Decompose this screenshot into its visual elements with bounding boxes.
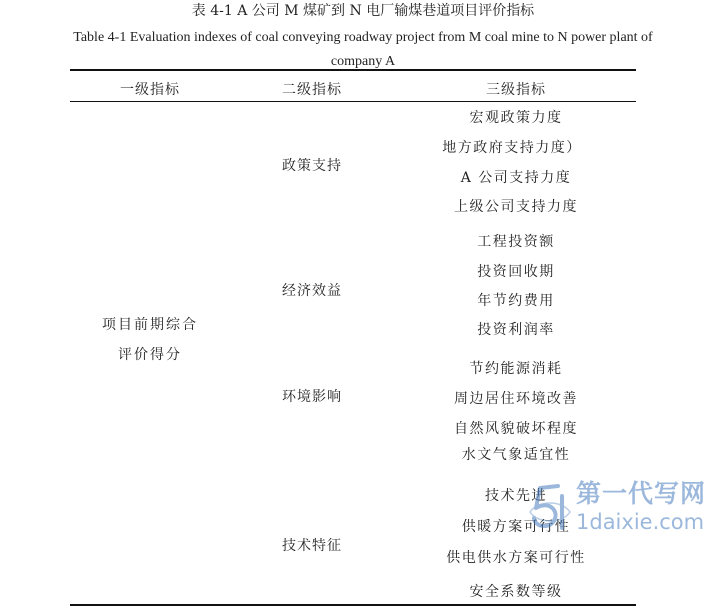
level3-item: 水文气象适宜性 (461, 447, 571, 463)
level3-item: A 公司支持力度 (460, 170, 572, 186)
watermark-text-english: 1daixie.com (576, 510, 705, 534)
level3-item: 工程投资额 (477, 234, 555, 250)
table-header-rule (70, 101, 636, 102)
level3-item: 上级公司支持力度 (454, 199, 578, 215)
level3-item: 自然风貌破坏程度 (454, 421, 578, 437)
level3-item: 投资回收期 (477, 264, 555, 280)
watermark-text-chinese: 第一代写网 (576, 479, 707, 508)
table-caption-chinese: 表 4-1 A 公司 M 煤矿到 N 电厂输煤巷道项目评价指标 (191, 3, 535, 19)
level3-item: 宏观政策力度 (469, 110, 563, 126)
table-top-rule (70, 69, 636, 71)
level2-environmental-impact: 环境影响 (282, 389, 342, 405)
watermark-logo-icon (528, 482, 572, 534)
header-level2: 二级指标 (282, 82, 342, 98)
header-level1: 一级指标 (120, 82, 180, 98)
level3-item: 供暖方案可行性 (461, 519, 571, 535)
level3-item: 地方政府支持力度） (442, 140, 582, 156)
level3-item: 节约能源消耗 (469, 361, 563, 377)
level2-technical-features: 技术特征 (282, 538, 342, 554)
level1-label-line1: 项目前期综合 (102, 317, 198, 333)
table-caption-english: Table 4-1 Evaluation indexes of coal conveying roadway project from M coal mine to N power plant of company A (73, 30, 653, 69)
level3-item: 投资利润率 (477, 322, 555, 338)
table-bottom-rule (70, 604, 636, 606)
level3-item: 年节约费用 (477, 293, 555, 309)
level1-label-line2: 评价得分 (118, 347, 182, 363)
level3-item: 安全系数等级 (469, 584, 563, 600)
watermark (528, 478, 718, 538)
level3-item: 周边居住环境改善 (454, 391, 578, 407)
level2-policy-support: 政策支持 (282, 158, 342, 174)
level2-economic-benefit: 经济效益 (282, 283, 342, 299)
level3-item: 供电供水方案可行性 (446, 550, 586, 566)
level3-item: 技术先进 (485, 488, 547, 504)
header-level3: 三级指标 (486, 82, 546, 98)
